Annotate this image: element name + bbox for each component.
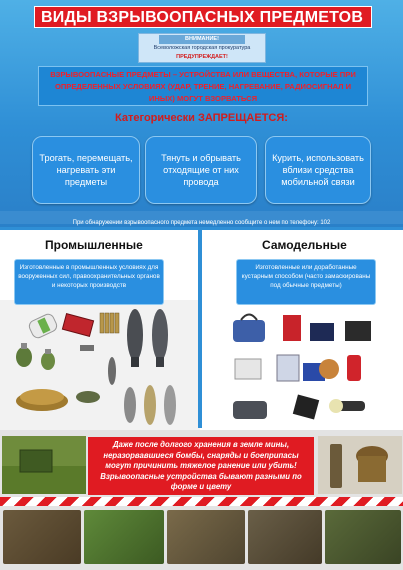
page-title: ВИДЫ ВЗРЫВООПАСНЫХ ПРЕДМЕТОВ [41, 9, 364, 26]
notice-warns: ПРЕДУПРЕЖДАЕТ! [176, 54, 228, 60]
hazard-stripe [0, 497, 403, 506]
industrial-munitions-image [0, 305, 198, 430]
phone-notice-strip [0, 211, 403, 224]
homemade-devices-image [205, 305, 403, 430]
notice-office: Всеволожская городская прокуратура [153, 45, 251, 51]
rule-text: Трогать, перемещать, нагревать эти предметы [39, 153, 133, 187]
notice-attention: ВНИМАНИЕ! [159, 35, 245, 44]
phone-notice-text: При обнаружении взрывоопасного предмета немедленно сообщите о нем по телефону: 102 [72, 220, 331, 226]
ground-photo-5 [325, 510, 401, 564]
rule-text: Тянуть и обрывать отходящие от них провода [161, 153, 241, 187]
homemade-description: Изготовленные или доработанные кустарным способом (часто замаскированы под обычные предметы) [241, 264, 371, 289]
rule-box-touch [32, 136, 140, 204]
ground-photo-1 [3, 510, 81, 564]
rule-box-smoking [265, 136, 371, 204]
rule-text: Курить, использовать вблизи средства мобильной связи [272, 153, 364, 187]
industrial-description-box [14, 259, 164, 305]
definition-text: ВЗРЫВООПАСНЫЕ ПРЕДМЕТЫ – УСТРОЙСТВА ИЛИ ВЕЩЕСТВА, КОТОРЫЕ ПРИ ОПРЕДЕЛЕННЫХ УСЛОВИЯХ (УДАР, ТРЕНИЕ, НАГРЕВАНИЕ, РАДИОСИГНАЛ И ИНЫХ) МОГУТ ВЗОРВАТЬСЯ [50, 70, 356, 103]
industrial-description: Изготовленные в промышленных условиях для вооруженных сил, правоохранительных органов и некоторых производств [18, 264, 160, 289]
industrial-title: Промышленные [45, 238, 143, 252]
warning-text: Даже после долгого хранения в земле мины, неразорвавшиеся бомбы, снаряды и боеприпасы могут причинить тяжелое ранение или убить! Взрывоопасные устройства бывают разными по форме и цвету [100, 440, 302, 492]
ground-photo-2 [84, 510, 164, 564]
shells-image [318, 436, 402, 494]
rule-box-wires [145, 136, 257, 204]
title-banner [34, 6, 372, 28]
mine-in-grass-image [2, 436, 86, 494]
forbidden-heading: Категорически ЗАПРЕЩАЕТСЯ: [115, 112, 288, 124]
homemade-description-box [236, 259, 376, 305]
warning-box [88, 437, 314, 495]
ground-photo-3 [167, 510, 245, 564]
homemade-title: Самодельные [262, 238, 347, 252]
column-divider [198, 228, 202, 428]
ground-photo-4 [248, 510, 322, 564]
notice-box [138, 33, 266, 63]
definition-box [38, 66, 368, 106]
